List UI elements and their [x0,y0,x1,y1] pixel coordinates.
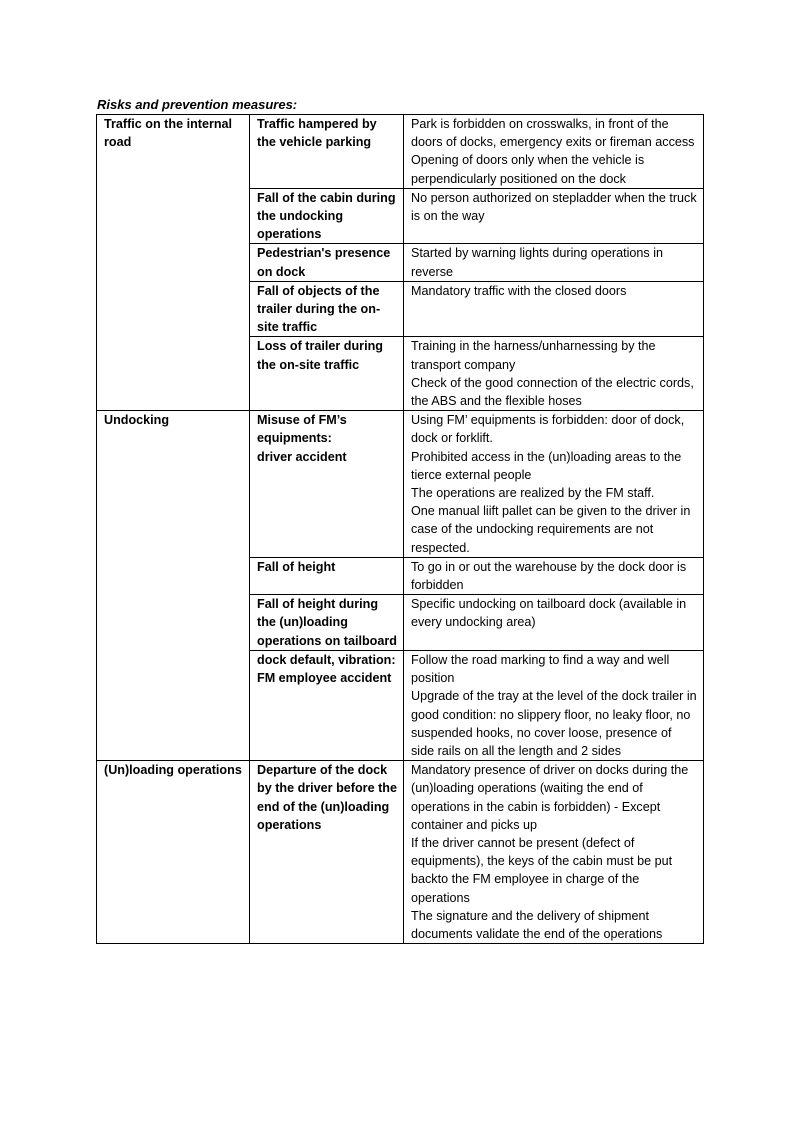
risk-cell [250,411,404,558]
category-cell: (Un)loading operations [97,761,250,944]
category-cell: Undocking [97,411,250,761]
risk-cell: Fall of the cabin during the undocking operations [250,188,404,244]
table-row [97,761,704,944]
risk-cell: Pedestrian's presence on dock [250,244,404,281]
page-title: Risks and prevention measures: [97,97,298,112]
measure-text: One manual liift pallet can be given to the driver in case of the undocking requirements are not respected. [411,504,691,555]
measures-cell [404,411,704,558]
measures-cell [404,650,704,760]
table-row [97,115,704,189]
measure-text: Check of the good connection of the electric cords, the ABS and the flexible hoses [411,375,694,409]
measures-cell [404,115,704,189]
measure-text: Follow the road marking to find a way and well position [411,652,670,686]
measures-cell [404,244,704,281]
measure-text: The signature and the delivery of shipment documents validate the end of the operations [411,908,663,941]
measures-cell [404,595,704,651]
measure-text: Mandatory traffic with the closed doors [411,283,627,298]
measure-text: Opening of doors only when the vehicle is perpendicularly positioned on the dock [411,153,645,186]
measures-cell [404,557,704,594]
risk-cell: Loss of trailer during the on-site traffic [250,337,404,411]
measure-text: Using FM’ equipments is forbidden: door of dock, dock or forklift. [411,413,685,446]
risk-table [96,114,704,944]
measures-cell [404,188,704,244]
measures-cell [404,281,704,337]
risk-text: Misuse of FM’s equipments: [257,413,347,446]
measures-cell [404,761,704,944]
risk-cell: Fall of objects of the trailer during the on-site traffic [250,281,404,337]
table-row [97,411,704,558]
measure-text: The operations are realized by the FM staff. [411,486,655,501]
measure-text: Training in the harness/unharnessing by the transport company [411,339,656,372]
measure-text: If the driver cannot be present (defect of equipments), the keys of the cabin must be put backto the FM employee in charge of the operations [411,835,673,905]
measure-text: Park is forbidden on crosswalks, in front of the doors of docks, emergency exits or fireman access [411,117,695,150]
risk-cell: dock default, vibration: FM employee accident [250,650,404,760]
measure-text: No person authorized on stepladder when the truck is on the way [411,190,697,224]
measure-text: Started by warning lights during operations in reverse [411,246,664,279]
category-cell: Traffic on the internal road [97,115,250,411]
measure-text: Upgrade of the tray at the level of the dock trailer in good condition: no slippery floor, no leaky floor, no suspended hooks, no cover loose, presence of side rails on all the length and 2 sides [411,689,697,758]
measures-cell [404,337,704,411]
risk-cell: Fall of height during the (un)loading operations on tailboard [250,595,404,651]
risk-cell: Fall of height [250,557,404,594]
measure-text: Specific undocking on tailboard dock (available in every undocking area) [411,597,687,630]
measure-text: Mandatory presence of driver on docks during the (un)loading operations (waiting the end of operations in the cabin is forbidden) - Except container and picks up [411,763,689,832]
risk-cell: Departure of the dock by the driver before the end of the (un)loading operations [250,761,404,944]
measure-text: Prohibited access in the (un)loading areas to the tierce external people [411,449,682,482]
risk-text: driver accident [257,449,347,464]
risk-cell: Traffic hampered by the vehicle parking [250,115,404,189]
measure-text: To go in or out the warehouse by the dock door is forbidden [411,559,687,593]
